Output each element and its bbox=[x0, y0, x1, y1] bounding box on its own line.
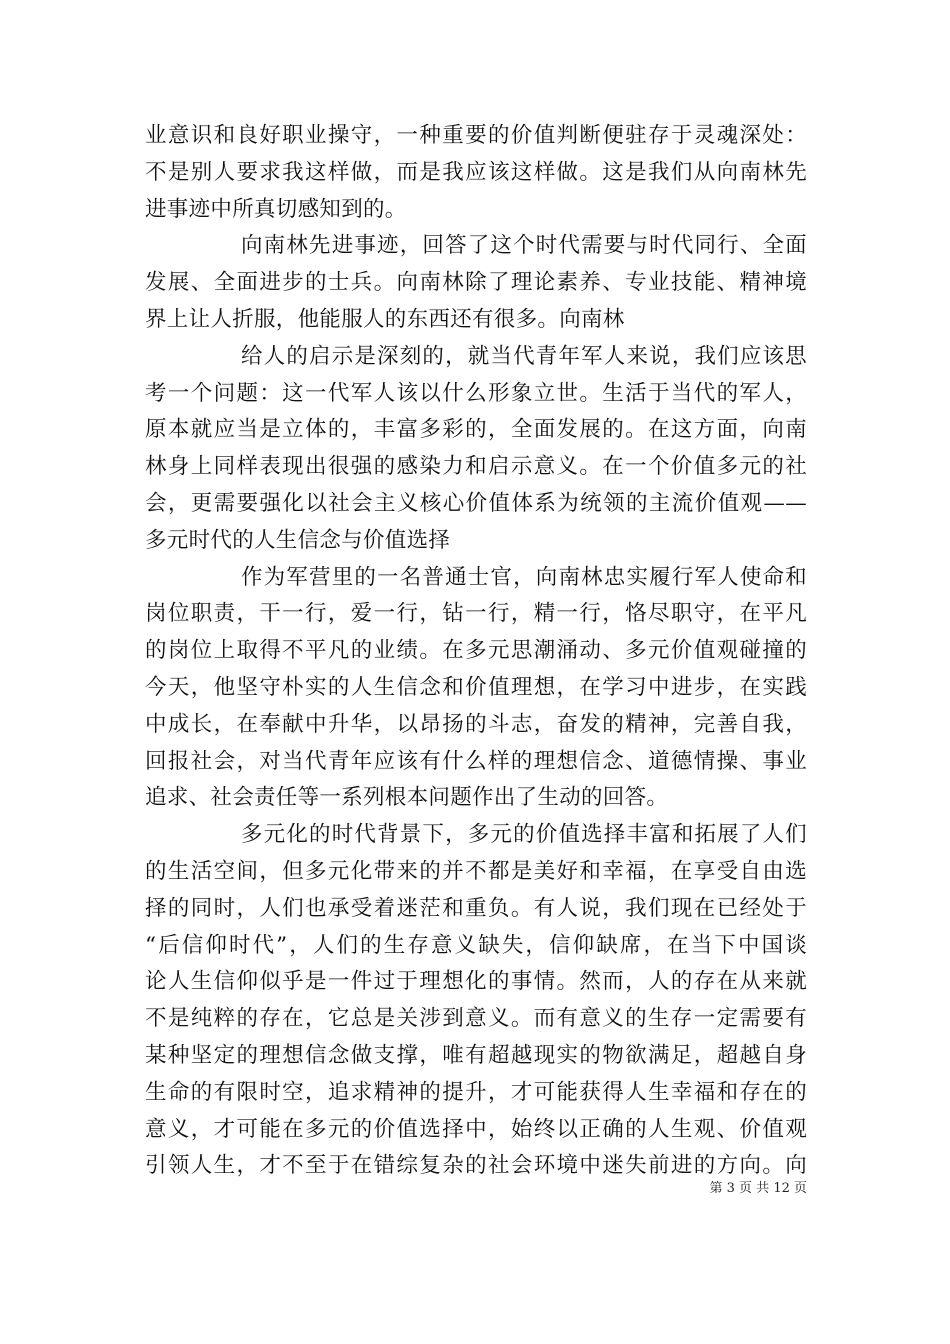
text-line: “后信仰时代”，人们的生存意义缺失，信仰缺席，在当下中国谈 bbox=[145, 932, 807, 958]
text-line: 给人的启示是深刻的，就当代青年军人来说，我们应该思 bbox=[241, 343, 807, 369]
text-line: 会，更需要强化以社会主义核心价值体系为统领的主流价值观—— bbox=[145, 490, 807, 516]
body-text bbox=[145, 118, 807, 1185]
text-line: 某种坚定的理想信念做支撑，唯有超越现实的物欲满足，超越自身 bbox=[145, 1042, 807, 1068]
text-line: 生命的有限时空，追求精神的提升，才可能获得人生幸福和存在的 bbox=[145, 1079, 807, 1105]
text-line: 不是别人要求我这样做，而是我应该这样做。这是我们从向南林先 bbox=[145, 159, 807, 185]
text-line: 进事迹中所真切感知到的。 bbox=[145, 196, 407, 222]
text-line: 不是纯粹的存在，它总是关涉到意义。而有意义的生存一定需要有 bbox=[145, 1006, 807, 1032]
text-line: 的岗位上取得不平凡的业绩。在多元思潮涌动、多元价值观碰撞的 bbox=[145, 638, 807, 664]
text-line: 考一个问题：这一代军人该以什么形象立世。生活于当代的军人， bbox=[145, 380, 807, 406]
text-line: 回报社会，对当代青年应该有什么样的理想信念、道德情操、事业 bbox=[145, 748, 807, 774]
text-line: 追求、社会责任等一系列根本问题作出了生动的回答。 bbox=[145, 785, 669, 811]
text-line: 向南林先进事迹，回答了这个时代需要与时代同行、全面 bbox=[241, 233, 807, 259]
paragraph bbox=[145, 228, 807, 338]
text-line: 中成长，在奉献中升华，以昂扬的斗志，奋发的精神，完善自我， bbox=[145, 711, 807, 737]
text-line: 作为军营里的一名普通士官，向南林忠实履行军人使命和 bbox=[241, 564, 807, 590]
text-line: 原本就应当是立体的，丰富多彩的，全面发展的。在这方面，向南 bbox=[145, 417, 807, 443]
text-line: 今天，他坚守朴实的人生信念和价值理想，在学习中进步，在实践 bbox=[145, 674, 807, 700]
paragraph bbox=[145, 339, 807, 560]
text-line: 林身上同样表现出很强的感染力和启示意义。在一个价值多元的社 bbox=[145, 454, 807, 480]
text-line: 引领人生，才不至于在错综复杂的社会环境中迷失前进的方向。向 bbox=[145, 1153, 807, 1179]
text-line: 业意识和良好职业操守，一种重要的价值判断便驻存于灵魂深处： bbox=[145, 123, 807, 148]
text-line: 岗位职责，干一行，爱一行，钻一行，精一行，恪尽职守，在平凡 bbox=[145, 601, 807, 627]
page-number-footer: 第 3 页 共 12 页 bbox=[709, 1181, 807, 1196]
paragraph bbox=[145, 118, 807, 228]
text-line: 择的同时，人们也承受着迷茫和重负。有人说，我们现在已经处于 bbox=[145, 895, 807, 921]
text-line: 意义，才可能在多元的价值选择中，始终以正确的人生观、价值观 bbox=[145, 1116, 807, 1142]
text-line: 界上让人折服，他能服人的东西还有很多。向南林 bbox=[145, 306, 625, 332]
text-line: 发展、全面进步的士兵。向南林除了理论素养、专业技能、精神境 bbox=[145, 270, 807, 296]
text-line: 多元化的时代背景下，多元的价值选择丰富和拓展了人们 bbox=[241, 822, 807, 848]
text-line: 多元时代的人生信念与价值选择 bbox=[145, 527, 451, 553]
text-line: 论人生信仰似乎是一件过于理想化的事情。然而，人的存在从来就 bbox=[145, 969, 807, 995]
text-line: 的生活空间，但多元化带来的并不都是美好和幸福，在享受自由选 bbox=[145, 858, 807, 884]
paragraph bbox=[145, 560, 807, 818]
paragraph bbox=[145, 817, 807, 1185]
